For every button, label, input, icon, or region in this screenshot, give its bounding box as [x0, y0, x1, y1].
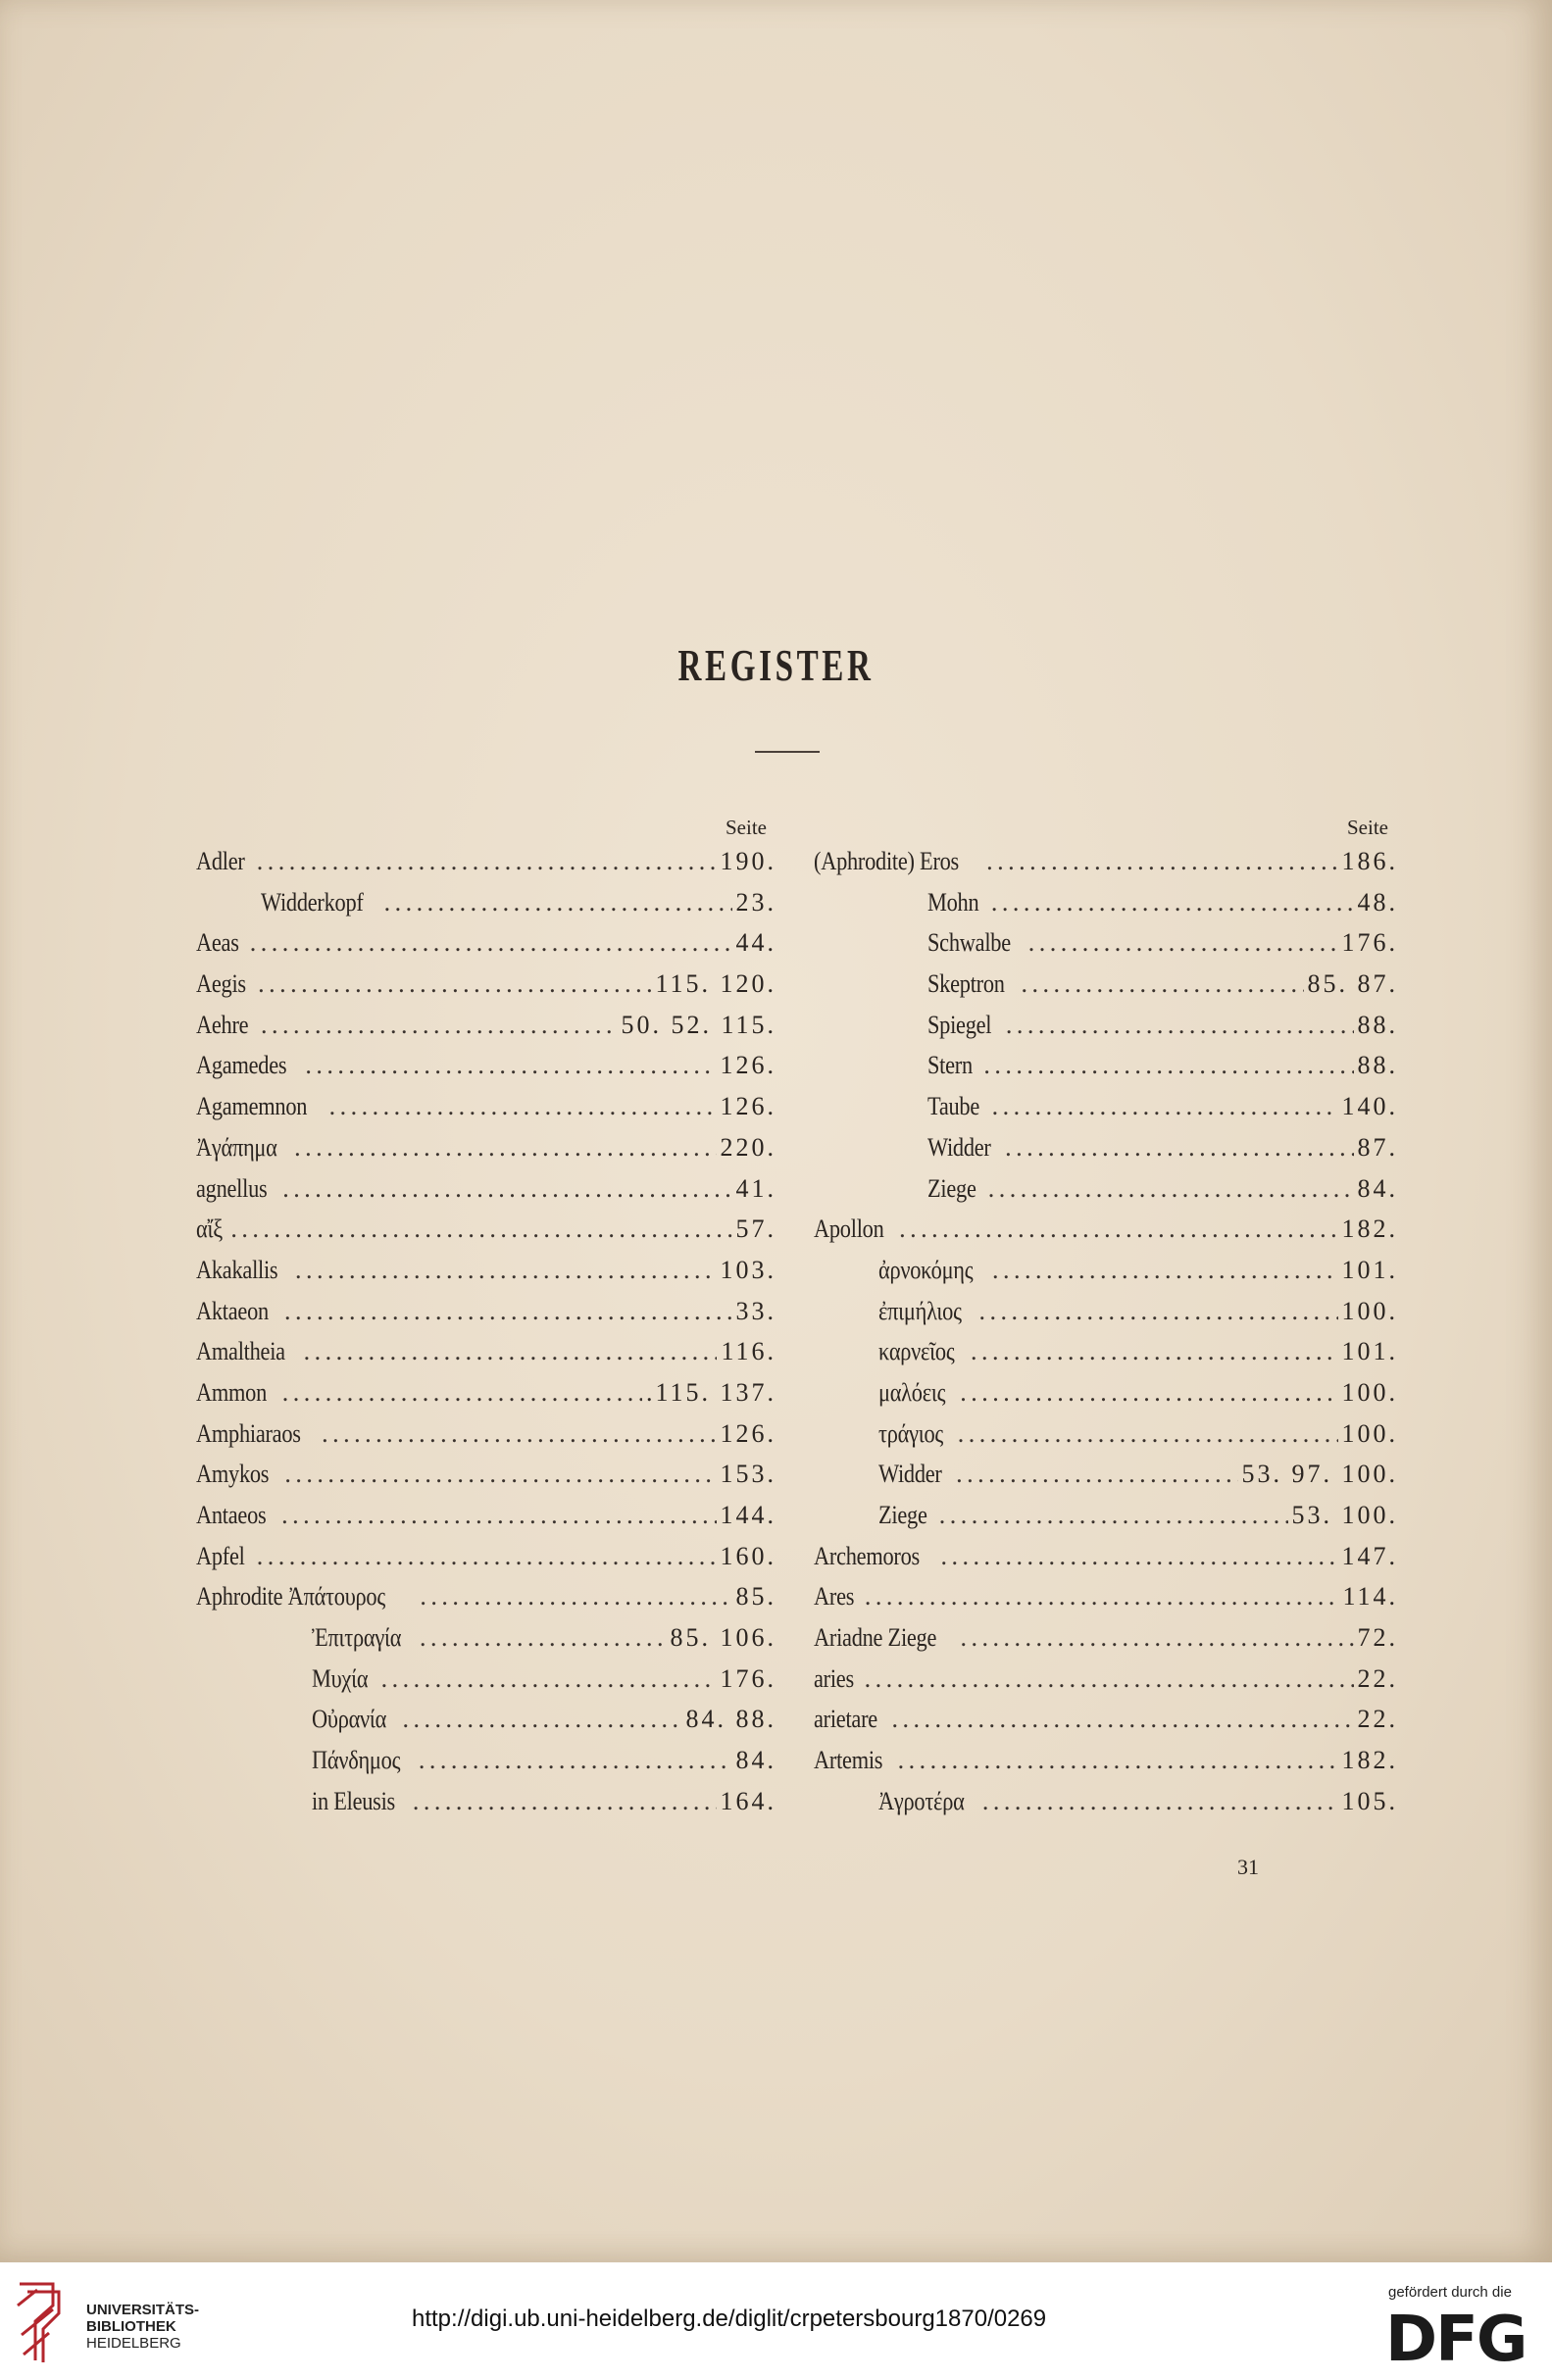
entry-term: arietare — [814, 1705, 877, 1734]
index-entry — [814, 1297, 1398, 1338]
leader-dots — [250, 928, 732, 958]
index-entry — [196, 1746, 776, 1787]
entry-term: Ziege — [927, 1173, 976, 1203]
index-entry — [196, 1787, 776, 1828]
leader-dots — [305, 1051, 716, 1080]
entry-pages: 84. 88. — [685, 1705, 776, 1734]
leader-dots — [420, 1623, 666, 1653]
entry-pages: 114. — [1342, 1582, 1398, 1611]
leader-dots — [381, 1664, 717, 1694]
entry-pages: 101. — [1341, 1255, 1398, 1284]
entry-pages: 176. — [720, 1663, 776, 1693]
entry-term: Spiegel — [927, 1010, 992, 1039]
leader-dots — [384, 888, 732, 917]
leader-dots — [986, 847, 1337, 876]
index-entry — [814, 1215, 1398, 1256]
entry-term: Antaeos — [196, 1501, 267, 1529]
leader-dots — [304, 1337, 718, 1366]
leader-dots — [230, 1215, 731, 1244]
entry-term: Widder — [927, 1132, 991, 1162]
index-rows-left — [196, 847, 776, 1828]
index-entry — [814, 1705, 1398, 1746]
digitization-footer — [0, 2262, 1552, 2380]
entry-pages: 144. — [720, 1501, 776, 1529]
index-entry — [814, 928, 1398, 969]
leader-dots — [960, 1378, 1337, 1408]
index-entry — [196, 1378, 776, 1419]
title-rule — [755, 751, 820, 753]
entry-pages: 85. 106. — [670, 1623, 776, 1653]
entry-term: τράγιος — [878, 1418, 943, 1448]
leader-dots — [322, 1419, 716, 1449]
seite-header-right: Seite — [1347, 816, 1388, 839]
index-entry — [196, 1460, 776, 1501]
entry-pages: 190. — [720, 847, 776, 875]
entry-term: aries — [814, 1663, 854, 1693]
leader-dots — [281, 1501, 716, 1530]
entry-term: αἴξ — [196, 1215, 223, 1244]
entry-pages: 72. — [1357, 1623, 1398, 1653]
entry-pages: 23. — [735, 887, 776, 917]
entry-term: Aktaeon — [196, 1296, 269, 1325]
leader-dots — [892, 1705, 1354, 1734]
leader-dots — [257, 847, 717, 876]
index-entry — [814, 1542, 1398, 1583]
leader-dots — [1028, 928, 1338, 958]
index-entry — [814, 1378, 1398, 1419]
entry-pages: 147. — [1341, 1541, 1398, 1570]
entry-term: Agamedes — [196, 1051, 287, 1080]
library-name-line: HEIDELBERG — [86, 2335, 181, 2352]
index-entry — [814, 847, 1398, 888]
entry-term: Amaltheia — [196, 1337, 285, 1366]
entry-pages: 50. 52. 115. — [621, 1010, 776, 1039]
entry-term: Aphrodite Ἀπάτουρος — [196, 1582, 385, 1611]
leader-dots — [419, 1746, 732, 1775]
leader-dots — [261, 1011, 617, 1040]
library-name-line: BIBLIOTHEK — [86, 2318, 176, 2335]
library-name-line: UNIVERSITÄTS- — [86, 2302, 200, 2318]
leader-dots — [992, 1256, 1337, 1285]
leader-dots — [865, 1664, 1354, 1694]
entry-term: Widder — [878, 1460, 942, 1489]
entry-term: agnellus — [196, 1173, 268, 1203]
funded-by-label: gefördert durch die — [1388, 2284, 1512, 2301]
entry-pages: 84. — [1357, 1173, 1398, 1203]
leader-dots — [1005, 1133, 1353, 1163]
leader-dots — [958, 1419, 1338, 1449]
index-entry — [814, 1582, 1398, 1623]
entry-term: Taube — [927, 1092, 980, 1121]
entry-term: Πάνδημος — [312, 1746, 401, 1775]
entry-term: Skeptron — [927, 969, 1005, 999]
entry-term: Schwalbe — [927, 928, 1011, 958]
leader-dots — [284, 1297, 732, 1326]
entry-term: Apfel — [196, 1541, 245, 1570]
page-number: 31 — [1237, 1855, 1259, 1879]
entry-term: Widderkopf — [261, 887, 364, 917]
entry-term: Apollon — [814, 1215, 884, 1244]
leader-dots — [982, 1787, 1338, 1816]
entry-term: Agamemnon — [196, 1092, 308, 1121]
entry-pages: 87. — [1357, 1132, 1398, 1162]
index-entry — [814, 1133, 1398, 1174]
leader-dots — [403, 1705, 682, 1734]
permalink-url[interactable]: http://digi.ub.uni-heidelberg.de/diglit/crpetersbourg1870/0269 — [412, 2306, 1047, 2332]
leader-dots — [992, 1092, 1338, 1121]
entry-term: Ammon — [196, 1377, 268, 1407]
entry-pages: 153. — [720, 1460, 776, 1489]
leader-dots — [865, 1582, 1339, 1611]
entry-pages: 22. — [1357, 1663, 1398, 1693]
leader-dots — [413, 1787, 717, 1816]
entry-term: Adler — [196, 847, 245, 875]
entry-pages: 164. — [720, 1786, 776, 1815]
index-entry — [196, 888, 776, 929]
leader-dots — [282, 1174, 731, 1204]
leader-dots — [420, 1582, 731, 1611]
entry-pages: 53. 97. 100. — [1241, 1460, 1398, 1489]
entry-pages: 84. — [735, 1746, 776, 1775]
leader-dots — [295, 1256, 717, 1285]
leader-dots — [258, 969, 651, 999]
leader-dots — [294, 1133, 716, 1163]
entry-term: καρνεῖος — [878, 1337, 955, 1366]
entry-term: μαλόεις — [878, 1377, 946, 1407]
entry-pages: 85. — [735, 1582, 776, 1611]
entry-term: Amykos — [196, 1460, 270, 1489]
leader-dots — [284, 1460, 716, 1489]
entry-term: (Aphrodite) Eros — [814, 847, 960, 875]
index-entry — [196, 1174, 776, 1215]
entry-pages: 126. — [720, 1051, 776, 1080]
index-entry — [814, 1092, 1398, 1133]
entry-pages: 48. — [1357, 887, 1398, 917]
index-entry — [196, 1501, 776, 1542]
index-entry — [814, 1746, 1398, 1787]
index-entry — [814, 1419, 1398, 1461]
seite-header-left: Seite — [726, 816, 767, 839]
leader-dots — [991, 888, 1354, 917]
entry-term: ἀρνοκόμης — [878, 1255, 974, 1284]
index-entry — [814, 1623, 1398, 1664]
leader-dots — [282, 1378, 642, 1408]
leader-dots — [971, 1337, 1337, 1366]
index-entry — [814, 1051, 1398, 1092]
index-entry — [196, 1256, 776, 1297]
index-entry — [814, 888, 1398, 929]
index-entry — [814, 969, 1398, 1011]
index-entry — [814, 1787, 1398, 1828]
index-entry — [196, 1011, 776, 1052]
entry-pages: 160. — [720, 1541, 776, 1570]
entry-pages: 116. — [721, 1337, 776, 1366]
entry-pages: 100. — [1341, 1377, 1398, 1407]
entry-pages: 100. — [1341, 1418, 1398, 1448]
entry-term: in Eleusis — [312, 1786, 396, 1815]
entry-term: Ἀγροτέρα — [878, 1786, 965, 1815]
index-entry — [196, 1051, 776, 1092]
index-entry — [814, 1501, 1398, 1542]
index-entry — [196, 1092, 776, 1133]
entry-pages: 140. — [1341, 1092, 1398, 1121]
leader-dots — [1021, 969, 1303, 999]
index-entry — [196, 1419, 776, 1461]
page-title: REGISTER — [677, 640, 875, 690]
index-entry — [196, 847, 776, 888]
entry-pages: 126. — [720, 1418, 776, 1448]
entry-pages: 100. — [1341, 1296, 1398, 1325]
leader-dots — [956, 1460, 1237, 1489]
entry-term: Οὐρανία — [312, 1705, 387, 1734]
entry-pages: 101. — [1341, 1337, 1398, 1366]
leader-dots — [939, 1501, 1288, 1530]
entry-pages: 115. 120. — [655, 969, 776, 999]
entry-pages: 88. — [1357, 1010, 1398, 1039]
index-entry — [196, 1664, 776, 1706]
entry-term: Μυχία — [312, 1663, 369, 1693]
entry-term: Aegis — [196, 969, 246, 999]
entry-term: Ariadne Ziege — [814, 1623, 937, 1653]
index-entry — [814, 1174, 1398, 1215]
entry-pages: 57. — [735, 1215, 776, 1244]
index-entry — [196, 1133, 776, 1174]
library-logo-icon — [14, 2276, 76, 2368]
leader-dots — [329, 1092, 717, 1121]
entry-pages: 44. — [735, 928, 776, 958]
index-entry — [814, 1460, 1398, 1501]
index-entry — [814, 1011, 1398, 1052]
entry-term: Ἐπιτραγία — [312, 1623, 402, 1653]
entry-term: Stern — [927, 1051, 973, 1080]
index-entry — [196, 1215, 776, 1256]
entry-pages: 182. — [1341, 1746, 1398, 1775]
index-entry — [196, 1705, 776, 1746]
index-column-left — [196, 816, 776, 1828]
entry-term: Ziege — [878, 1501, 927, 1529]
entry-pages: .115. 137. — [645, 1377, 776, 1407]
entry-term: Artemis — [814, 1746, 883, 1775]
entry-term: Ἀγάπημα — [196, 1132, 277, 1162]
index-entry — [814, 1664, 1398, 1706]
entry-term: Ares — [814, 1582, 855, 1611]
index-entry — [814, 1337, 1398, 1378]
leader-dots — [983, 1051, 1353, 1080]
entry-term: Akakallis — [196, 1255, 278, 1284]
leader-dots — [961, 1623, 1354, 1653]
leader-dots — [899, 1215, 1337, 1244]
index-entry — [196, 969, 776, 1011]
dfg-logo: DFG — [1385, 2304, 1527, 2376]
entry-term: Aehre — [196, 1010, 249, 1039]
index-entry — [196, 1542, 776, 1583]
entry-pages: 126. — [720, 1092, 776, 1121]
entry-pages: 220. — [720, 1132, 776, 1162]
entry-term: ἐπιμήλιος — [878, 1296, 962, 1325]
index-entry — [196, 928, 776, 969]
entry-pages: 33. — [735, 1296, 776, 1325]
index-entry — [196, 1297, 776, 1338]
entry-pages: 103. — [720, 1255, 776, 1284]
index-entry — [196, 1337, 776, 1378]
entry-term: Archemoros — [814, 1541, 920, 1570]
index-rows-right — [814, 847, 1398, 1828]
leader-dots — [898, 1746, 1338, 1775]
entry-pages: 53. 100. — [1291, 1501, 1398, 1529]
entry-pages: 186. — [1341, 847, 1398, 875]
leader-dots — [1006, 1011, 1354, 1040]
entry-term: Amphiaraos — [196, 1418, 301, 1448]
entry-pages: 88. — [1357, 1051, 1398, 1080]
entry-pages: 41. — [735, 1173, 776, 1203]
library-name — [86, 2302, 199, 2352]
entry-pages: 85. 87. — [1307, 969, 1398, 999]
entry-term: Aeas — [196, 928, 239, 958]
leader-dots — [941, 1542, 1338, 1571]
leader-dots — [978, 1297, 1337, 1326]
entry-pages: 22. — [1357, 1705, 1398, 1734]
index-column-right — [814, 816, 1398, 1828]
index-entry — [196, 1623, 776, 1664]
entry-pages: 105. — [1341, 1786, 1398, 1815]
index-entry — [196, 1582, 776, 1623]
entry-pages: 176. — [1341, 928, 1398, 958]
leader-dots — [257, 1542, 717, 1571]
index-entry — [814, 1256, 1398, 1297]
leader-dots — [988, 1174, 1354, 1204]
entry-pages: 182. — [1341, 1215, 1398, 1244]
entry-term: Mohn — [927, 887, 979, 917]
